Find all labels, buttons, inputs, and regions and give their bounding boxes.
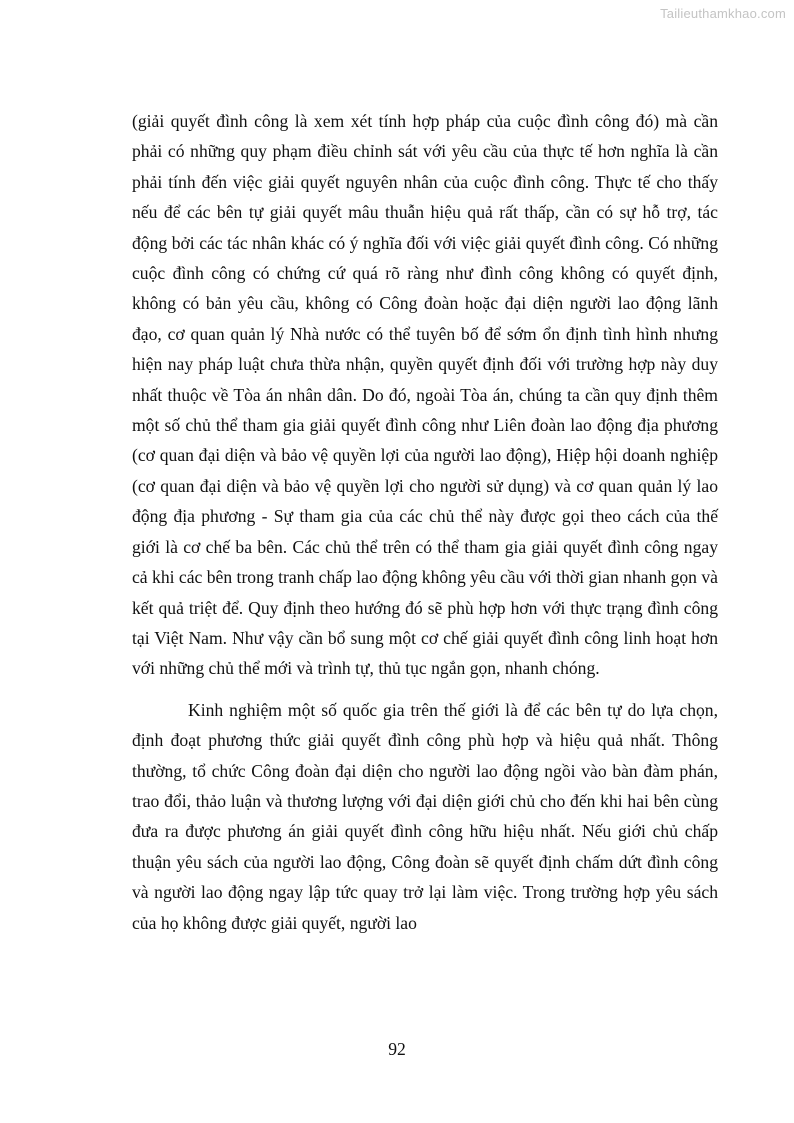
paragraph-continuation: (giải quyết đình công là xem xét tính hợp pháp của cuộc đình công đó) mà cần phải có những quy phạm điều chỉnh sát với yêu cầu của thực tế hơn nghĩa là cần phải tính đến việc giải quyết nguyên nhân của cuộc đình công. Thực tế cho thấy nếu để các bên tự giải quyết mâu thuẫn hiệu quả rất thấp, cần có sự hỗ trợ, tác động bởi các tác nhân khác có ý nghĩa đối với việc giải quyết đình công. Có những cuộc đình công có chứng cứ quá rõ ràng như đình công không có quyết định, không có bản yêu cầu, không có Công đoàn hoặc đại diện người lao động lãnh đạo, cơ quan quản lý Nhà nước có thể tuyên bố để sớm ổn định tình hình nhưng hiện nay pháp luật chưa thừa nhận, quyền quyết định đối với trường hợp này duy nhất thuộc về Tòa án nhân dân. Do đó, ngoài Tòa án, chúng ta cần quy định thêm một số chủ thể tham gia giải quyết đình công như Liên đoàn lao động địa phương (cơ quan đại diện và bảo vệ quyền lợi của người lao động), Hiệp hội doanh nghiệp (cơ quan đại diện và bảo vệ quyền lợi cho người sử dụng) và cơ quan quản lý lao động địa phương - Sự tham gia của các chủ thể này được gọi theo cách của thế giới là cơ chế ba bên. Các chủ thể trên có thể tham gia giải quyết đình công ngay cả khi các bên trong tranh chấp lao động không yêu cầu với thời gian nhanh gọn và kết quả triệt để. Quy định theo hướng đó sẽ phù hợp hơn với thực trạng đình công tại Việt Nam. Như vậy cần bổ sung một cơ chế giải quyết đình công linh hoạt hơn với những chủ thể mới và trình tự, thủ tục ngắn gọn, nhanh chóng. — [132, 111, 718, 679]
page-number: 92 — [388, 1039, 406, 1059]
watermark-text: Tailieuthamkhao.com — [660, 6, 786, 21]
paragraph-experience: Kinh nghiệm một số quốc gia trên thế giới là để các bên tự do lựa chọn, định đoạt phương thức giải quyết đình công phù hợp và hiệu quả nhất. Thông thường, tổ chức Công đoàn đại diện cho người lao động ngồi vào bàn đàm phán, trao đổi, thảo luận và thương lượng với đại diện giới chủ cho đến khi hai bên cùng đưa ra được phương án giải quyết đình công hữu hiệu nhất. Nếu giới chủ chấp thuận yêu sách của người lao động, Công đoàn sẽ quyết định chấm dứt đình công và người lao động ngay lập tức quay trở lại làm việc. Trong trường hợp yêu sách của họ không được giải quyết, người lao — [132, 699, 718, 933]
page-body — [132, 106, 718, 938]
